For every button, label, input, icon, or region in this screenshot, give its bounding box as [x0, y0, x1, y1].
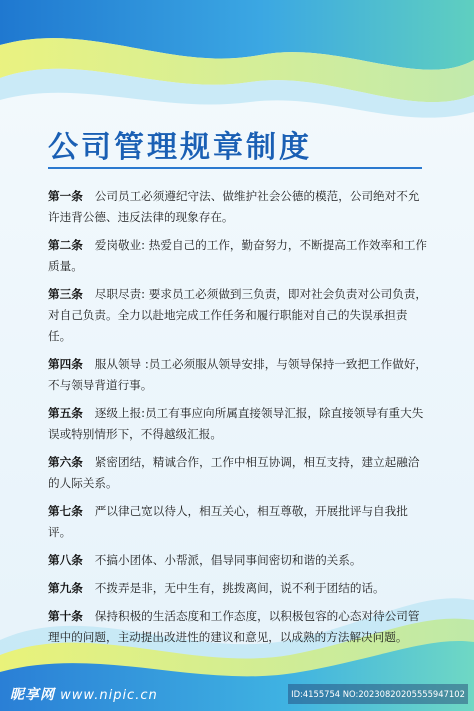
article-number: 第六条: [48, 455, 83, 469]
article-item: [48, 235, 428, 277]
article-text: 公司员工必须遵纪守法、做维护社会公德的模范，公司绝对不允许违背公德、违反法律的现象存在。: [48, 189, 420, 224]
article-number: 第五条: [48, 406, 83, 420]
article-text: 严以律己宽以待人，相互关心，相互尊敬，开展批评与自我批评。: [48, 504, 408, 539]
article-text: 保持积极的生活态度和工作态度，以积极包容的心态对待公司管理中的问题，主动提出改进性的建议和意见，以成熟的方法解决问题。: [48, 609, 420, 644]
article-text: 逐级上报:员工有事应向所属直接领导汇报，除直接领导有重大失误或特别情形下，不得越级汇报。: [48, 406, 424, 441]
title-divider: [48, 167, 422, 169]
article-number: 第一条: [48, 189, 83, 203]
article-number: 第三条: [48, 287, 83, 301]
articles-list: [48, 186, 428, 655]
article-item: [48, 403, 428, 445]
article-text: 服从领导 :员工必须服从领导安排，与领导保持一致把工作做好，不与领导背道行事。: [48, 357, 428, 392]
article-item: [48, 501, 428, 543]
article-item: [48, 284, 428, 347]
article-number: 第四条: [48, 357, 83, 371]
article-number: 第七条: [48, 504, 83, 518]
article-item: [48, 354, 428, 396]
article-item: [48, 550, 428, 571]
site-watermark: [10, 684, 158, 704]
article-number: 第二条: [48, 238, 83, 252]
article-item: [48, 578, 428, 599]
article-item: [48, 452, 428, 494]
article-item: [48, 606, 428, 648]
article-text: 尽职尽责: 要求员工必须做到三负责，即对社会负责对公司负责，对自己负责。全力以赴地完成工作任务和履行职能对自己的失误承担责任。: [48, 287, 428, 343]
watermark-url: www.nipic.cn: [60, 688, 158, 703]
article-text: 不搞小团体、小帮派，倡导同事间密切和谐的关系。: [94, 553, 362, 567]
article-number: 第八条: [48, 553, 83, 567]
article-number: 第十条: [48, 609, 83, 623]
article-text: 紧密团结，精诚合作，工作中相互协调，相互支持，建立起融洽的人际关系。: [48, 455, 420, 490]
watermark-brand: 昵享网: [10, 687, 55, 703]
article-text: 不拨弄是非，无中生有，挑拨离间，说不利于团结的话。: [94, 581, 385, 595]
article-item: [48, 186, 428, 228]
image-id-label: ID:4155754 NO:20230820205555947102: [288, 684, 468, 704]
article-text: 爱岗敬业: 热爱自己的工作，勤奋努力，不断提高工作效率和工作质量。: [48, 238, 428, 273]
page-title: 公司管理规章制度: [48, 130, 312, 165]
article-number: 第九条: [48, 581, 83, 595]
